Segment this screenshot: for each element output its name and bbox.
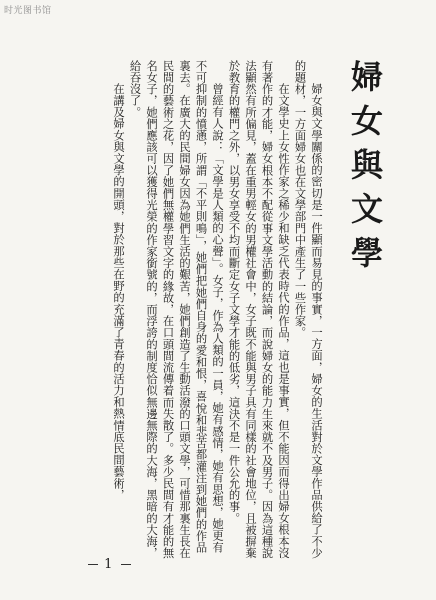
watermark: 时光图书馆 — [4, 6, 52, 16]
paragraph-4: 在講及婦女與文學的開頭，對於那些在野的充滿了青春的活力和熱情底民間藝術， — [112, 82, 125, 501]
page-number-dash-left — [88, 564, 98, 565]
paragraph-3: 曾經有人說：「文學是人類的心聲」。女子，作為人類的一員，她有感情，她有思想，她更有不可抑制的憤懣，所謂「不平則鳴」，她們把她們自身的愛和恨，喜悅和悲苦都灌注到她們的作品裏去。在廣大的民間婦女因為她們生活的艱苦，她們創造了生動活潑的口頭文學，可惜那裏生長在民間的藝術之花，因了她們無權學習文字的緣故，在口頭間流傳着而失散了。多少民間有才能的無名女子，她們應該可以獲得光榮的作家銜號的，而浮誇的制度恰似無邊無際的大海，黑暗的大海，給吞沒了。 — [128, 60, 224, 559]
paragraph-2: 在文學史上女性作家之稀少和缺乏代表時代的作品，這也是事實，但不能因而得出婦女根本沒有著作的才能，婦女根本不配從事文學活動的結論，而說婦女的能力生來就不及男子。因為這種說法顯然有所偏見，蓋在重男輕女的男權社會中，女子既不能與男子具有同樣的社會地位，且被摒棄於教育的權門之外，以男女享受不均而斷定女子文學才能的低劣，這決不是一件公允的事。 — [227, 60, 290, 559]
page-body — [110, 60, 389, 560]
page-number — [88, 557, 131, 572]
chapter-title: 婦女與文學 — [346, 60, 384, 280]
page-number-value: 1 — [104, 557, 115, 572]
page-number-dash-right — [121, 564, 131, 565]
paragraph-1: 婦女與文學關係的密切是一件顯而易見的事實，一方面，婦女的生活對於文學作品供給了不少的題材，一方面婦女也在文學部門中產生了一些作家。 — [293, 60, 323, 559]
